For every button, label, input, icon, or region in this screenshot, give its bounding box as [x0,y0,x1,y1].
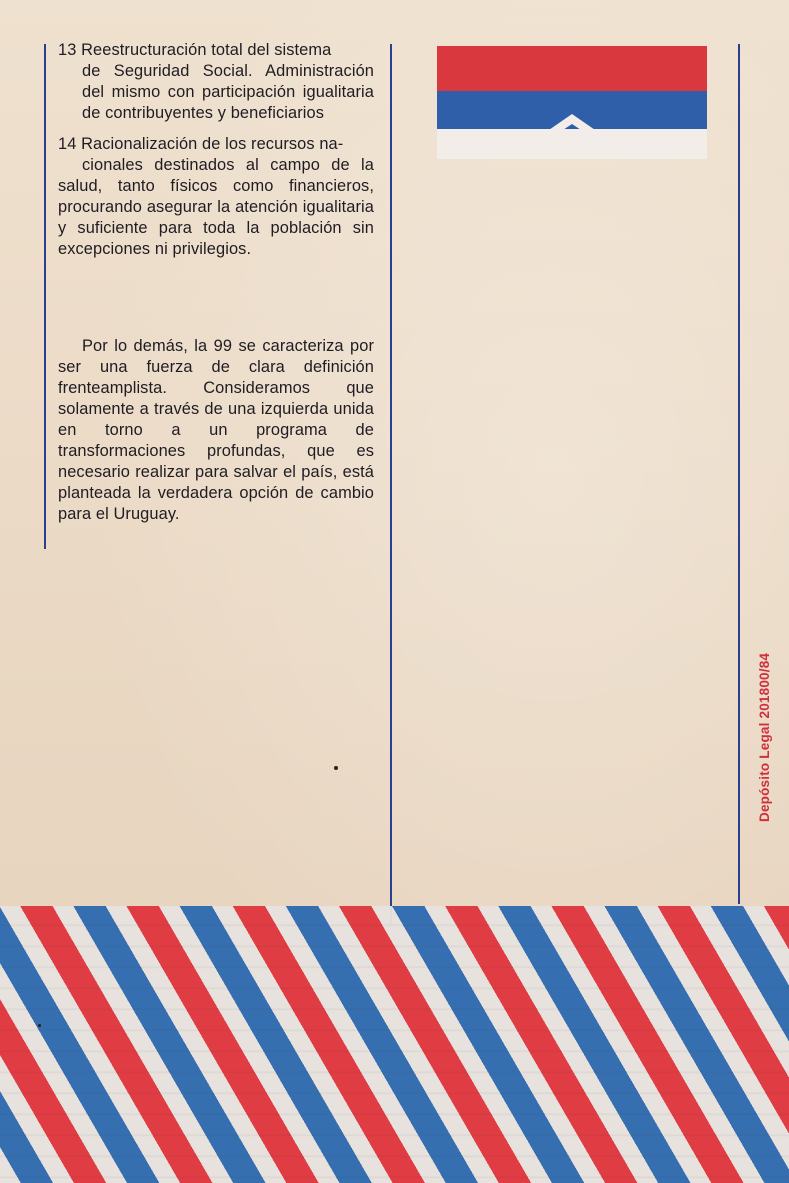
program-item-13-first-line: 13 Reestructuración total del sistema [58,41,332,59]
stripe-text-bleed [0,906,789,1183]
flag-left-bar [437,129,515,133]
flag-emblem [437,46,707,159]
flag-white-band [437,129,707,159]
program-item-14-first-line: 14 Racionalización de los recursos na- [58,135,344,153]
legal-deposit-stamp: Depósito Legal 201800/84 [757,652,772,822]
left-margin-rule [44,44,46,549]
program-item-14 [58,134,374,260]
speck [334,766,338,770]
left-column [58,40,374,525]
right-margin-rule [738,44,740,904]
program-item-13-body: de Seguridad Social. Administración del mismo con participación igualitaria de contribuyentes y beneficiarios [82,62,374,122]
center-column-rule [390,44,392,924]
program-item-14-body: cionales destinados al campo de la salud, tanto físicos como financieros, procurando asegurar la atención igualitaria y suficiente para toda la población sin excepciones ni privilegios. [58,156,374,258]
speck [38,1024,41,1027]
program-item-13 [58,40,374,124]
flag-red-band [437,46,707,91]
closing-paragraph: Por lo demás, la 99 se caracteriza por ser una fuerza de clara definición frenteamplista. Consideramos que solamente a través de una izquierda unida en torno a un programa de transformaciones profundas, que es necesario realizar para salvar el país, está planteada la verdadera opción de cambio para el Uruguay. [58,337,374,523]
flag-emblem-graphic [437,46,707,159]
